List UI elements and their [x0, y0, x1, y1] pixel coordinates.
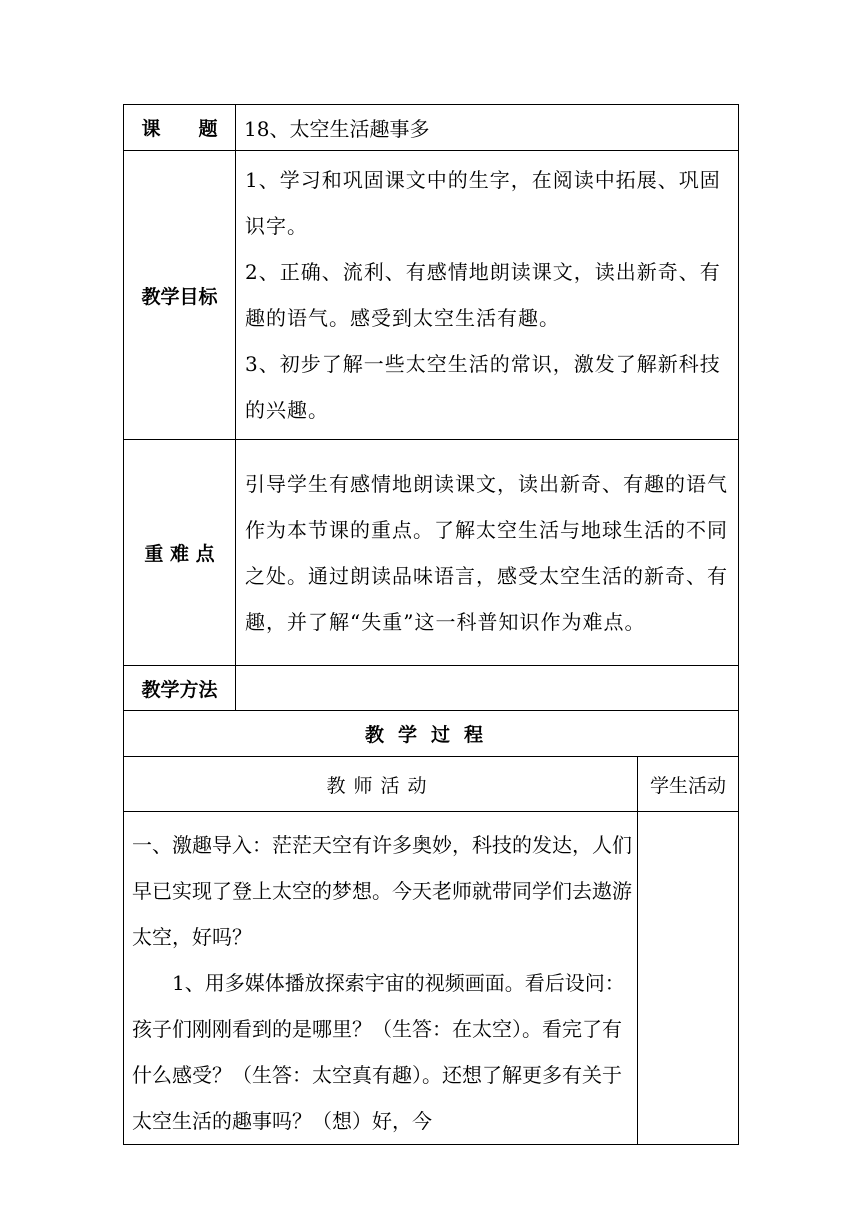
goal-item: 1、学习和巩固课文中的生字，在阅读中拓展、巩固识字。 [245, 168, 721, 238]
keypoints-row [124, 440, 739, 666]
keypoints-content: 引导学生有感情地朗读课文，读出新奇、有趣的语气作为本节课的重点。了解太空生活与地球生活的不同之处。通过朗读品味语言，感受太空生活的新奇、有趣，并了解“失重”这一科普知识作为难点。 [236, 440, 739, 666]
title-value: 18、太空生活趣事多 [236, 105, 739, 151]
goal-item: 2、正确、流利、有感情地朗读课文，读出新奇、有趣的语气。感受到太空生活有趣。 [245, 260, 721, 330]
process-heading-row [124, 711, 739, 757]
student-activity-header: 学生活动 [638, 757, 739, 812]
goals-label: 教学目标 [124, 151, 236, 440]
process-content-row [124, 812, 739, 1145]
methods-label: 教学方法 [124, 666, 236, 711]
student-activity-content [638, 812, 739, 1145]
teacher-activity-header: 教师活动 [124, 757, 638, 812]
goals-row [124, 151, 739, 440]
keypoints-label: 重 难 点 [124, 440, 236, 666]
goals-content [236, 151, 739, 440]
teacher-paragraph: 一、激趣导入：茫茫天空有许多奥妙，科技的发达，人们早已实现了登上太空的梦想。今天老师就带同学们去遨游太空，好吗？ [132, 833, 632, 949]
title-label: 课 题 [124, 105, 236, 151]
lesson-plan-table [123, 104, 739, 1145]
goal-item: 3、初步了解一些太空生活的常识，激发了解新科技的兴趣。 [245, 352, 721, 422]
process-heading: 教学过程 [124, 711, 739, 757]
teacher-activity-content [124, 812, 638, 1145]
methods-row [124, 666, 739, 711]
teacher-paragraph: 1、用多媒体播放探索宇宙的视频画面。看后设问：孩子们刚刚看到的是哪里？（生答：在太空）。看完了有什么感受？（生答：太空真有趣）。还想了解更多有关于太空生活的趣事吗？（想）好，今 [132, 971, 625, 1133]
process-subheader-row [124, 757, 739, 812]
methods-value [236, 666, 739, 711]
title-row [124, 105, 739, 151]
